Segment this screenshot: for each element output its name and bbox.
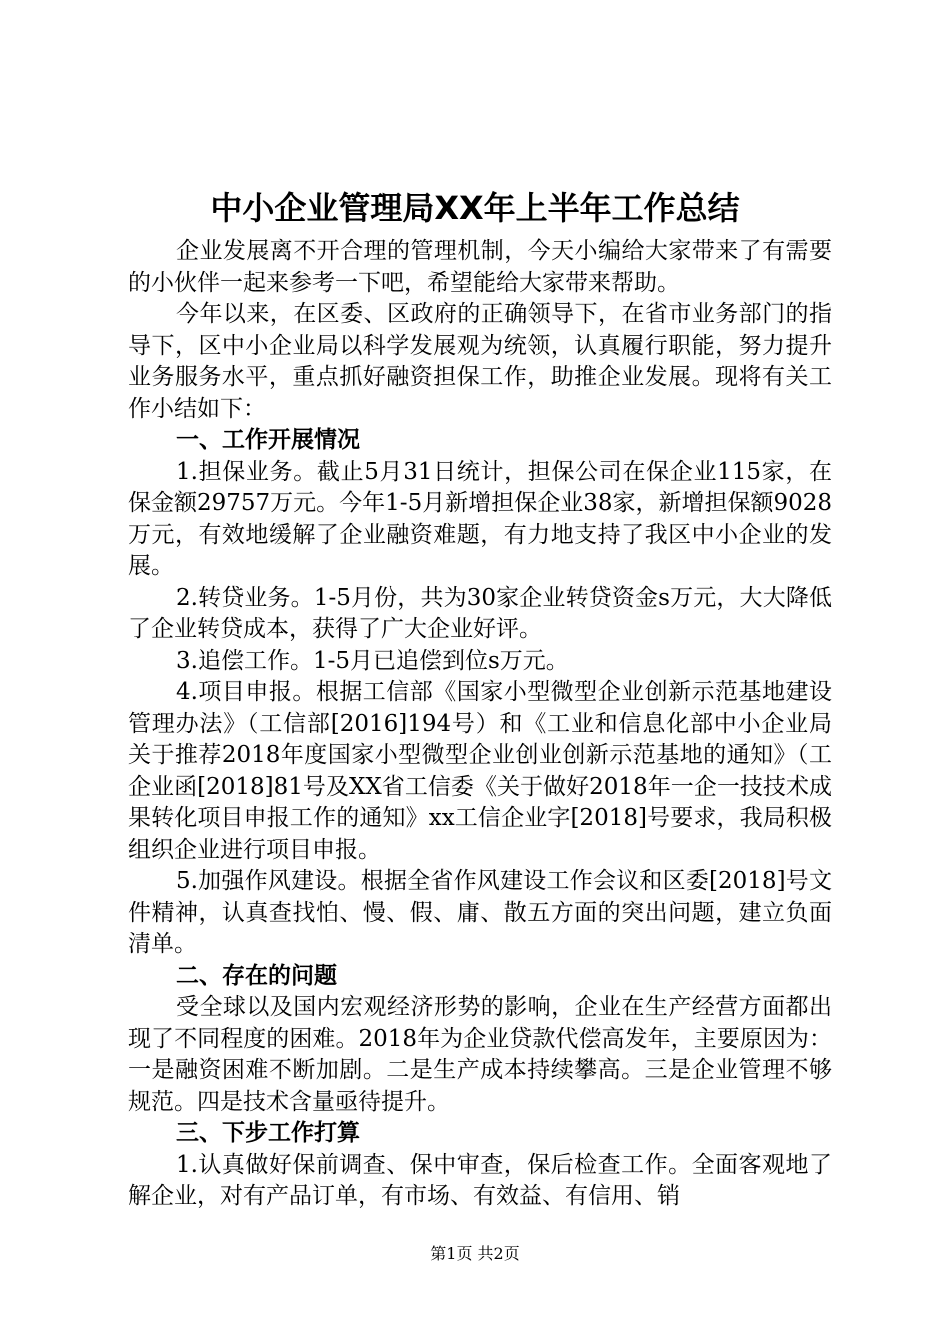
document-title: 中小企业管理局XX年上半年工作总结: [210, 189, 740, 227]
paragraph-recovery: 3.追偿工作。1-5月已追偿到位s万元。: [176, 647, 569, 674]
section-heading-work-progress: 一、工作开展情况: [176, 427, 360, 453]
paragraph-problems: 受全球以及国内宏观经济形势的影响，企业在生产经营方面都出现了不同程度的困难。2018年为企业贷款代偿高发年，主要原因为：一是融资困难不断加剧。二是生产成本持续攀高。三是企业管理不够规范。四是技术含量亟待提升。: [128, 994, 832, 1115]
intro-paragraph: 企业发展离不开合理的管理机制，今天小编给大家带来了有需要的小伙伴一起来参考一下吧，希望能给大家带来帮助。: [128, 238, 832, 296]
paragraph-project-application: 4.项目申报。根据工信部《国家小型微型企业创新示范基地建设管理办法》（工信部[2016]194号）和《工业和信息化部中小企业局关于推荐2018年度国家小型微型企业创业创新示范基地的通知》（工企业函[2018]81号及XX省工信委《关于做好2018年一企一技技术成果转化项目申报工作的通知》xx工信企业字[2018]号要求，我局积极组织企业进行项目申报。: [128, 679, 832, 863]
page-footer: 第1页 共2页: [430, 1244, 520, 1263]
paragraph-guarantee-business: 1.担保业务。截止5月31日统计，担保公司在保企业115家，在保金额29757万元。今年1-5月新增担保企业38家，新增担保额9028万元，有效地缓解了企业融资难题，有力地支持了我区中小企业的发展。: [128, 458, 833, 579]
paragraph-work-style: 5.加强作风建设。根据全省作风建设工作会议和区委[2018]号文件精神，认真查找怕、慢、假、庸、散五方面的突出问题，建立负面清单。: [128, 868, 832, 957]
paragraph-loan-transfer: 2.转贷业务。1-5月份，共为30家企业转贷资金s万元，大大降低了企业转贷成本，获得了广大企业好评。: [128, 584, 832, 642]
paragraph-next-step-1: 1.认真做好保前调查、保中审查，保后检查工作。全面客观地了解企业，对有产品订单，有市场、有效益、有信用、销: [128, 1151, 832, 1209]
section-heading-next-steps: 三、下步工作打算: [176, 1120, 360, 1146]
section-heading-problems: 二、存在的问题: [176, 962, 337, 989]
document-body: [128, 236, 832, 1213]
overview-paragraph: 今年以来，在区委、区政府的正确领导下，在省市业务部门的指导下，区中小企业局以科学发展观为统领，认真履行职能，努力提升业务服务水平，重点抓好融资担保工作，助推企业发展。现将有关工作小结如下：: [128, 301, 832, 422]
